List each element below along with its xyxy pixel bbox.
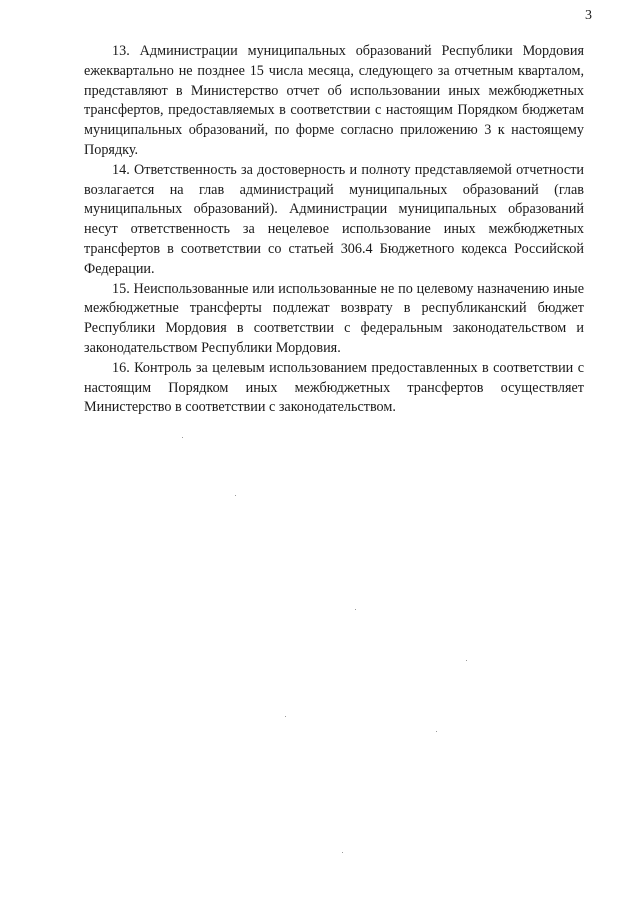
paragraph-14: 14. Ответственность за достоверность и полноту представляемой отчетности возлагается на глав администраций муниципальных образований (глав муниципальных образований). Администрации муниципальных образований несут ответственность за нецелевое использование иных межбюджетных трансфертов в соответствии со статьей 306.4 Бюджетного кодекса Российской Федерации. xyxy=(84,161,584,277)
scan-speck xyxy=(342,852,343,853)
scan-speck xyxy=(355,609,356,610)
scan-speck xyxy=(466,660,467,661)
paragraph-15: 15. Неиспользованные или использованные не по целевому назначению иные межбюджетные трансферты подлежат возврату в республиканский бюджет Республики Мордовия в соответствии с федеральным законодательством и законодательством Республики Мордовия. xyxy=(84,280,584,356)
scan-speck xyxy=(285,716,286,717)
scan-speck xyxy=(182,437,183,438)
scan-speck xyxy=(436,731,437,732)
scan-speck xyxy=(235,495,236,496)
paragraph-16: 16. Контроль за целевым использованием предоставленных в соответствии с настоящим Порядком иных межбюджетных трансфертов осуществляет Министерство в соответствии с законодательством. xyxy=(84,359,584,416)
paragraph-13: 13. Администрации муниципальных образований Республики Мордовия ежеквартально не позднее 15 числа месяца, следующего за отчетным кварталом, представляют в Министерство отчет об использовании иных межбюджетных трансфертов, предоставляемых в соответствии с настоящим Порядком бюджетам муниципальных образований, по форме согласно приложению 3 к настоящему Порядку. xyxy=(84,43,584,158)
page-number: 3 xyxy=(585,8,592,23)
document-body xyxy=(84,42,584,418)
